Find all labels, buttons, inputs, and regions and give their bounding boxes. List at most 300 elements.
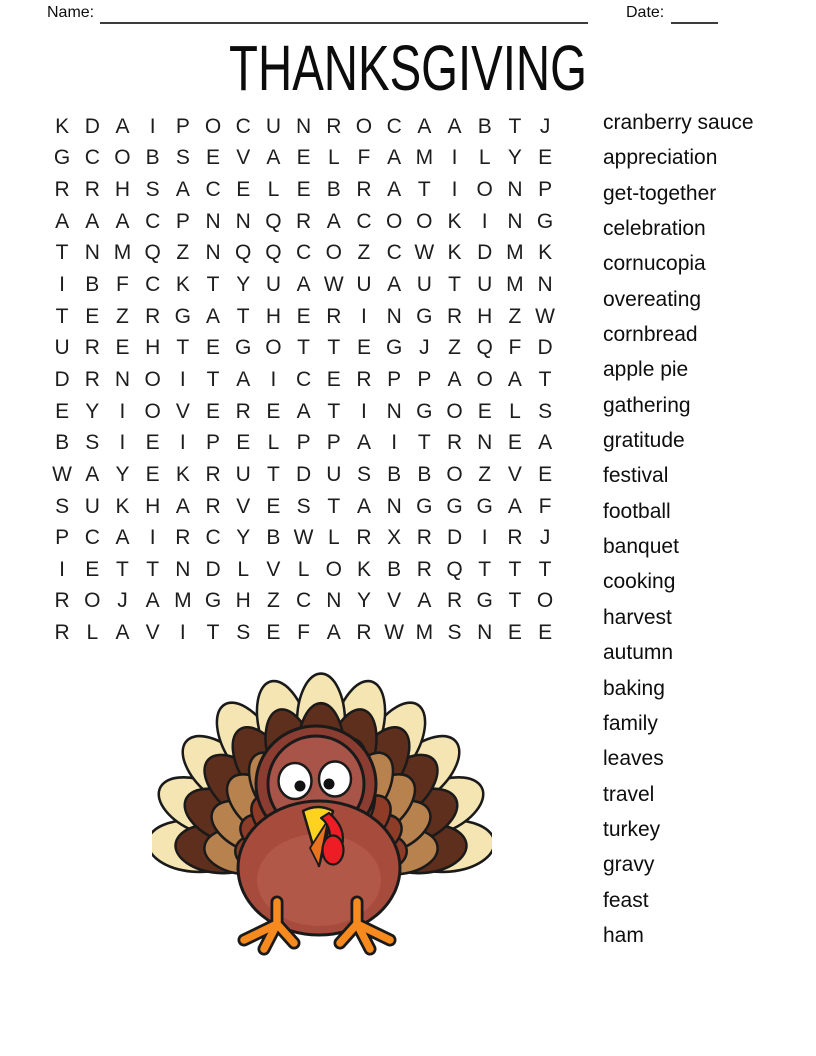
grid-cell: R bbox=[84, 336, 100, 360]
grid-cell: N bbox=[477, 621, 493, 645]
grid-cell: Q bbox=[446, 557, 463, 581]
grid-cell: N bbox=[386, 494, 402, 518]
word-list bbox=[603, 105, 754, 953]
grid-cell: P bbox=[417, 367, 432, 391]
grid-cell: P bbox=[296, 431, 311, 455]
grid-cell: A bbox=[417, 589, 432, 613]
grid-cell: Q bbox=[235, 241, 252, 265]
grid-cell: Y bbox=[356, 589, 371, 613]
grid-cell: S bbox=[175, 146, 190, 170]
grid-cell: E bbox=[266, 399, 281, 423]
grid-cell: E bbox=[507, 431, 522, 455]
grid-cell: A bbox=[85, 462, 100, 486]
grid-cell: S bbox=[356, 462, 371, 486]
grid-cell: O bbox=[446, 399, 463, 423]
grid-cell: P bbox=[538, 178, 553, 202]
grid-cell: W bbox=[293, 526, 314, 550]
grid-cell: R bbox=[326, 304, 342, 328]
grid-cell: K bbox=[447, 241, 462, 265]
grid-cell: Y bbox=[115, 462, 130, 486]
grid-cell: R bbox=[326, 114, 342, 138]
grid-cell: Z bbox=[478, 462, 492, 486]
grid-cell: A bbox=[417, 114, 432, 138]
grid-cell: V bbox=[145, 621, 160, 645]
grid-cell: I bbox=[59, 557, 66, 581]
grid-cell: K bbox=[447, 209, 462, 233]
grid-cell: H bbox=[145, 336, 161, 360]
grid-cell: I bbox=[149, 526, 156, 550]
grid-cell: L bbox=[297, 557, 310, 581]
grid-cell: G bbox=[476, 589, 493, 613]
grid-cell: V bbox=[175, 399, 190, 423]
grid-cell: A bbox=[266, 146, 281, 170]
grid-cell: E bbox=[266, 621, 281, 645]
grid-cell: I bbox=[361, 399, 367, 423]
grid-cell: S bbox=[55, 494, 70, 518]
grid-cell: I bbox=[481, 209, 488, 233]
word-list-item: overeating bbox=[603, 287, 702, 311]
grid-cell: I bbox=[391, 431, 398, 455]
grid-cell: Z bbox=[266, 589, 280, 613]
grid-cell: K bbox=[175, 273, 190, 297]
grid-cell: F bbox=[297, 621, 310, 645]
grid-cell: R bbox=[54, 178, 70, 202]
grid-cell: R bbox=[356, 178, 372, 202]
grid-cell: Z bbox=[357, 241, 371, 265]
grid-cell: R bbox=[205, 462, 221, 486]
grid-cell: R bbox=[84, 367, 100, 391]
grid-cell: W bbox=[535, 304, 555, 328]
grid-cell: B bbox=[477, 114, 492, 138]
grid-cell: S bbox=[538, 399, 553, 423]
grid-cell: M bbox=[415, 621, 434, 645]
grid-cell: N bbox=[326, 589, 342, 613]
grid-cell: E bbox=[477, 399, 492, 423]
grid-cell: A bbox=[175, 494, 190, 518]
word-list-item: feast bbox=[603, 888, 649, 912]
grid-cell: A bbox=[507, 367, 522, 391]
grid-cell: E bbox=[326, 367, 341, 391]
grid-cell: Q bbox=[265, 241, 282, 265]
grid-cell: B bbox=[266, 526, 281, 550]
grid-cell: S bbox=[85, 431, 100, 455]
grid-cell: Z bbox=[448, 336, 461, 360]
grid-cell: Y bbox=[507, 146, 522, 170]
grid-cell: I bbox=[361, 304, 367, 328]
grid-cell: A bbox=[538, 431, 553, 455]
grid-cell: P bbox=[387, 367, 402, 391]
grid-cell: R bbox=[356, 526, 372, 550]
grid-cell: W bbox=[323, 273, 344, 297]
page-title: THANKSGIVING bbox=[229, 32, 587, 104]
grid-cell: C bbox=[296, 589, 312, 613]
grid-cell: T bbox=[508, 589, 522, 613]
grid-cell: O bbox=[204, 114, 222, 138]
grid-cell: C bbox=[296, 367, 312, 391]
grid-cell: G bbox=[476, 494, 493, 518]
grid-cell: F bbox=[357, 146, 371, 170]
grid-cell: L bbox=[327, 526, 340, 550]
word-list-item: football bbox=[603, 499, 671, 523]
grid-cell: N bbox=[296, 114, 312, 138]
grid-cell: T bbox=[327, 494, 341, 518]
date-label: Date: bbox=[626, 4, 665, 21]
grid-cell: E bbox=[206, 399, 221, 423]
grid-cell: H bbox=[265, 304, 281, 328]
grid-cell: L bbox=[267, 431, 280, 455]
grid-cell: S bbox=[296, 494, 311, 518]
word-list-item: travel bbox=[603, 782, 655, 806]
grid-cell: S bbox=[447, 621, 462, 645]
word-grid bbox=[47, 111, 560, 649]
word-list-item: family bbox=[603, 711, 658, 735]
turkey-left-eye bbox=[279, 763, 312, 799]
word-list-item: ham bbox=[603, 923, 644, 947]
grid-cell: G bbox=[416, 304, 433, 328]
word-list-item: gathering bbox=[603, 393, 691, 417]
word-list-item: apple pie bbox=[603, 358, 689, 382]
grid-cell: A bbox=[115, 621, 130, 645]
grid-cell: S bbox=[236, 621, 251, 645]
grid-cell: P bbox=[206, 431, 221, 455]
grid-cell: E bbox=[236, 178, 251, 202]
grid-cell: C bbox=[205, 178, 221, 202]
grid-cell: I bbox=[481, 526, 488, 550]
grid-cell: J bbox=[117, 589, 128, 613]
grid-cell: Y bbox=[85, 399, 100, 423]
grid-cell: W bbox=[384, 621, 405, 645]
grid-cell: F bbox=[508, 336, 522, 360]
grid-cell: G bbox=[416, 399, 433, 423]
grid-cell: H bbox=[114, 178, 131, 202]
grid-cell: I bbox=[149, 114, 156, 138]
grid-cell: A bbox=[115, 526, 130, 550]
grid-cell: T bbox=[478, 557, 492, 581]
word-list-item: appreciation bbox=[603, 146, 718, 170]
grid-cell: G bbox=[536, 209, 554, 233]
grid-cell: U bbox=[235, 462, 251, 486]
grid-cell: N bbox=[386, 304, 402, 328]
grid-cell: E bbox=[507, 621, 522, 645]
grid-cell: E bbox=[85, 304, 100, 328]
grid-cell: R bbox=[507, 526, 523, 550]
grid-cell: C bbox=[296, 241, 312, 265]
grid-cell: A bbox=[115, 209, 130, 233]
grid-cell: Z bbox=[508, 304, 522, 328]
grid-cell: T bbox=[266, 462, 280, 486]
grid-cell: A bbox=[296, 273, 311, 297]
grid-cell: I bbox=[119, 431, 126, 455]
grid-cell: I bbox=[270, 367, 277, 391]
grid-cell: E bbox=[356, 336, 371, 360]
grid-cell: E bbox=[538, 621, 553, 645]
grid-cell: P bbox=[326, 431, 341, 455]
grid-cell: Q bbox=[265, 209, 282, 233]
grid-cell: C bbox=[386, 114, 402, 138]
date-input-line bbox=[671, 4, 718, 24]
grid-cell: H bbox=[145, 494, 161, 518]
grid-cell: D bbox=[477, 241, 493, 265]
grid-cell: C bbox=[84, 526, 100, 550]
word-list-item: get-together bbox=[603, 181, 717, 205]
word-list-item: banquet bbox=[603, 535, 679, 559]
grid-cell: V bbox=[507, 462, 522, 486]
grid-cell: B bbox=[417, 462, 432, 486]
grid-cell: U bbox=[326, 462, 342, 486]
word-list-item: gravy bbox=[603, 853, 655, 877]
grid-cell: R bbox=[446, 589, 463, 613]
grid-cell: N bbox=[205, 241, 221, 265]
word-list-item: cornucopia bbox=[603, 252, 706, 276]
grid-cell: R bbox=[356, 621, 372, 645]
grid-cell: T bbox=[206, 367, 220, 391]
grid-cell: I bbox=[451, 178, 458, 202]
grid-cell: K bbox=[175, 462, 190, 486]
word-list-item: cornbread bbox=[603, 323, 698, 347]
grid-cell: Z bbox=[116, 304, 129, 328]
grid-cell: G bbox=[53, 146, 71, 170]
grid-cell: A bbox=[326, 209, 341, 233]
grid-cell: K bbox=[55, 114, 70, 138]
grid-cell: T bbox=[538, 367, 552, 391]
grid-cell: X bbox=[387, 526, 402, 550]
grid-cell: Q bbox=[144, 241, 161, 265]
grid-cell: A bbox=[447, 114, 462, 138]
grid-cell: T bbox=[538, 557, 552, 581]
grid-cell: T bbox=[417, 178, 431, 202]
grid-cell: A bbox=[387, 273, 402, 297]
grid-cell: B bbox=[387, 462, 402, 486]
grid-cell: E bbox=[206, 146, 221, 170]
grid-cell: T bbox=[55, 241, 69, 265]
grid-cell: A bbox=[145, 589, 160, 613]
grid-cell: J bbox=[539, 114, 551, 138]
grid-cell: L bbox=[86, 621, 99, 645]
name-input-line bbox=[100, 4, 588, 24]
grid-cell: Y bbox=[236, 273, 251, 297]
grid-cell: N bbox=[114, 367, 131, 391]
turkey-left-pupil bbox=[295, 781, 306, 792]
grid-cell: O bbox=[84, 589, 101, 613]
grid-cell: D bbox=[296, 462, 312, 486]
grid-cell: R bbox=[54, 621, 70, 645]
word-list-item: cooking bbox=[603, 570, 676, 594]
grid-cell: D bbox=[446, 526, 463, 550]
grid-cell: E bbox=[145, 462, 160, 486]
grid-cell: U bbox=[54, 336, 70, 360]
turkey-right-eye bbox=[319, 762, 351, 797]
grid-cell: N bbox=[205, 209, 221, 233]
grid-cell: U bbox=[84, 494, 100, 518]
grid-cell: L bbox=[327, 146, 340, 170]
grid-cell: A bbox=[356, 431, 371, 455]
grid-cell: R bbox=[54, 589, 70, 613]
grid-cell: B bbox=[55, 431, 70, 455]
grid-cell: D bbox=[205, 557, 221, 581]
grid-cell: V bbox=[266, 557, 281, 581]
grid-cell: A bbox=[387, 146, 402, 170]
grid-cell: G bbox=[385, 336, 403, 360]
grid-cell: R bbox=[446, 431, 463, 455]
grid-cell: L bbox=[509, 399, 521, 423]
grid-cell: C bbox=[84, 146, 100, 170]
grid-cell: Y bbox=[236, 526, 251, 550]
grid-cell: R bbox=[296, 209, 312, 233]
grid-cell: P bbox=[175, 209, 190, 233]
grid-cell: C bbox=[205, 526, 221, 550]
grid-cell: M bbox=[113, 241, 132, 265]
grid-cell: M bbox=[506, 241, 524, 265]
grid-cell: T bbox=[55, 304, 69, 328]
grid-cell: O bbox=[325, 557, 342, 581]
grid-cell: O bbox=[114, 146, 131, 170]
grid-cell: A bbox=[85, 209, 100, 233]
grid-cell: U bbox=[356, 273, 372, 297]
grid-cell: V bbox=[236, 146, 251, 170]
grid-cell: E bbox=[55, 399, 70, 423]
grid-cell: T bbox=[206, 621, 220, 645]
grid-cell: E bbox=[85, 557, 100, 581]
grid-cell: V bbox=[387, 589, 402, 613]
grid-cell: R bbox=[416, 526, 432, 550]
grid-cell: T bbox=[146, 557, 160, 581]
grid-cell: O bbox=[144, 399, 161, 423]
grid-cell: A bbox=[387, 178, 402, 202]
grid-cell: T bbox=[236, 304, 250, 328]
grid-cell: G bbox=[235, 336, 252, 360]
grid-cell: K bbox=[115, 494, 130, 518]
grid-cell: T bbox=[327, 399, 341, 423]
grid-cell: E bbox=[538, 462, 553, 486]
grid-cell: E bbox=[206, 336, 221, 360]
grid-cell: F bbox=[116, 273, 129, 297]
grid-cell: R bbox=[175, 526, 191, 550]
grid-cell: I bbox=[451, 146, 458, 170]
grid-cell: E bbox=[296, 146, 311, 170]
word-list-item: festival bbox=[603, 464, 669, 488]
grid-cell: O bbox=[355, 114, 373, 138]
word-list-item: gratitude bbox=[603, 429, 685, 453]
grid-cell: O bbox=[385, 209, 403, 233]
grid-cell: E bbox=[296, 304, 311, 328]
grid-cell: R bbox=[205, 494, 221, 518]
grid-cell: D bbox=[84, 114, 100, 138]
grid-cell: U bbox=[265, 273, 281, 297]
grid-cell: O bbox=[476, 178, 493, 202]
grid-cell: T bbox=[327, 336, 341, 360]
grid-cell: G bbox=[416, 494, 433, 518]
grid-cell: A bbox=[175, 178, 190, 202]
grid-cell: C bbox=[235, 114, 251, 138]
grid-cell: A bbox=[447, 367, 462, 391]
grid-cell: L bbox=[267, 178, 280, 202]
grid-cell: F bbox=[538, 494, 552, 518]
grid-cell: E bbox=[145, 431, 160, 455]
word-list-item: harvest bbox=[603, 605, 672, 629]
grid-cell: S bbox=[145, 178, 160, 202]
grid-cell: A bbox=[356, 494, 371, 518]
grid-cell: R bbox=[235, 399, 251, 423]
grid-cell: A bbox=[115, 114, 130, 138]
word-list-item: autumn bbox=[603, 641, 674, 665]
grid-cell: A bbox=[507, 494, 522, 518]
grid-cell: E bbox=[266, 494, 281, 518]
grid-cell: T bbox=[176, 336, 190, 360]
grid-cell: A bbox=[55, 209, 70, 233]
word-list-item: leaves bbox=[603, 747, 664, 771]
grid-cell: T bbox=[448, 273, 461, 297]
grid-cell: N bbox=[537, 273, 553, 297]
grid-cell: E bbox=[296, 178, 311, 202]
grid-cell: P bbox=[55, 526, 70, 550]
grid-cell: A bbox=[296, 399, 311, 423]
grid-cell: M bbox=[174, 589, 192, 613]
grid-cell: G bbox=[174, 304, 192, 328]
grid-cell: O bbox=[446, 462, 463, 486]
grid-cell: N bbox=[175, 557, 191, 581]
grid-cell: K bbox=[356, 557, 371, 581]
grid-cell: I bbox=[119, 399, 126, 423]
turkey-right-pupil bbox=[324, 779, 335, 790]
grid-cell: U bbox=[416, 273, 432, 297]
grid-cell: H bbox=[477, 304, 493, 328]
grid-cell: O bbox=[536, 589, 554, 613]
grid-cell: H bbox=[235, 589, 251, 613]
grid-cell: R bbox=[356, 367, 372, 391]
word-list-item: turkey bbox=[603, 817, 661, 841]
grid-cell: T bbox=[508, 557, 522, 581]
grid-cell: E bbox=[538, 146, 553, 170]
grid-cell: R bbox=[416, 557, 432, 581]
grid-cell: J bbox=[419, 336, 430, 360]
grid-cell: V bbox=[236, 494, 251, 518]
grid-cell: I bbox=[179, 367, 186, 391]
grid-cell: Z bbox=[176, 241, 190, 265]
grid-cell: B bbox=[387, 557, 402, 581]
grid-cell: G bbox=[446, 494, 463, 518]
grid-cell: R bbox=[84, 178, 100, 202]
grid-cell: A bbox=[206, 304, 221, 328]
grid-cell: U bbox=[265, 114, 281, 138]
grid-cell: K bbox=[538, 241, 553, 265]
turkey-illustration bbox=[152, 672, 492, 957]
grid-cell: I bbox=[179, 431, 186, 455]
grid-cell: A bbox=[326, 621, 341, 645]
grid-cell: L bbox=[237, 557, 250, 581]
word-list-item: celebration bbox=[603, 217, 706, 241]
grid-cell: C bbox=[145, 273, 161, 297]
grid-cell: B bbox=[145, 146, 160, 170]
grid-cell: N bbox=[507, 178, 523, 202]
grid-cell: R bbox=[446, 304, 463, 328]
grid-cell: O bbox=[265, 336, 282, 360]
grid-cell: A bbox=[236, 367, 251, 391]
grid-cell: J bbox=[539, 526, 551, 550]
grid-cell: I bbox=[59, 273, 66, 297]
grid-cell: N bbox=[386, 399, 402, 423]
grid-cell: O bbox=[476, 367, 493, 391]
grid-cell: E bbox=[115, 336, 130, 360]
grid-cell: G bbox=[204, 589, 222, 613]
grid-cell: M bbox=[506, 273, 524, 297]
grid-cell: B bbox=[85, 273, 100, 297]
grid-cell: B bbox=[326, 178, 341, 202]
turkey-wattle bbox=[323, 836, 344, 865]
grid-cell: C bbox=[386, 241, 402, 265]
word-list-item: baking bbox=[603, 676, 665, 700]
grid-cell: N bbox=[477, 431, 493, 455]
grid-cell: T bbox=[116, 557, 129, 581]
